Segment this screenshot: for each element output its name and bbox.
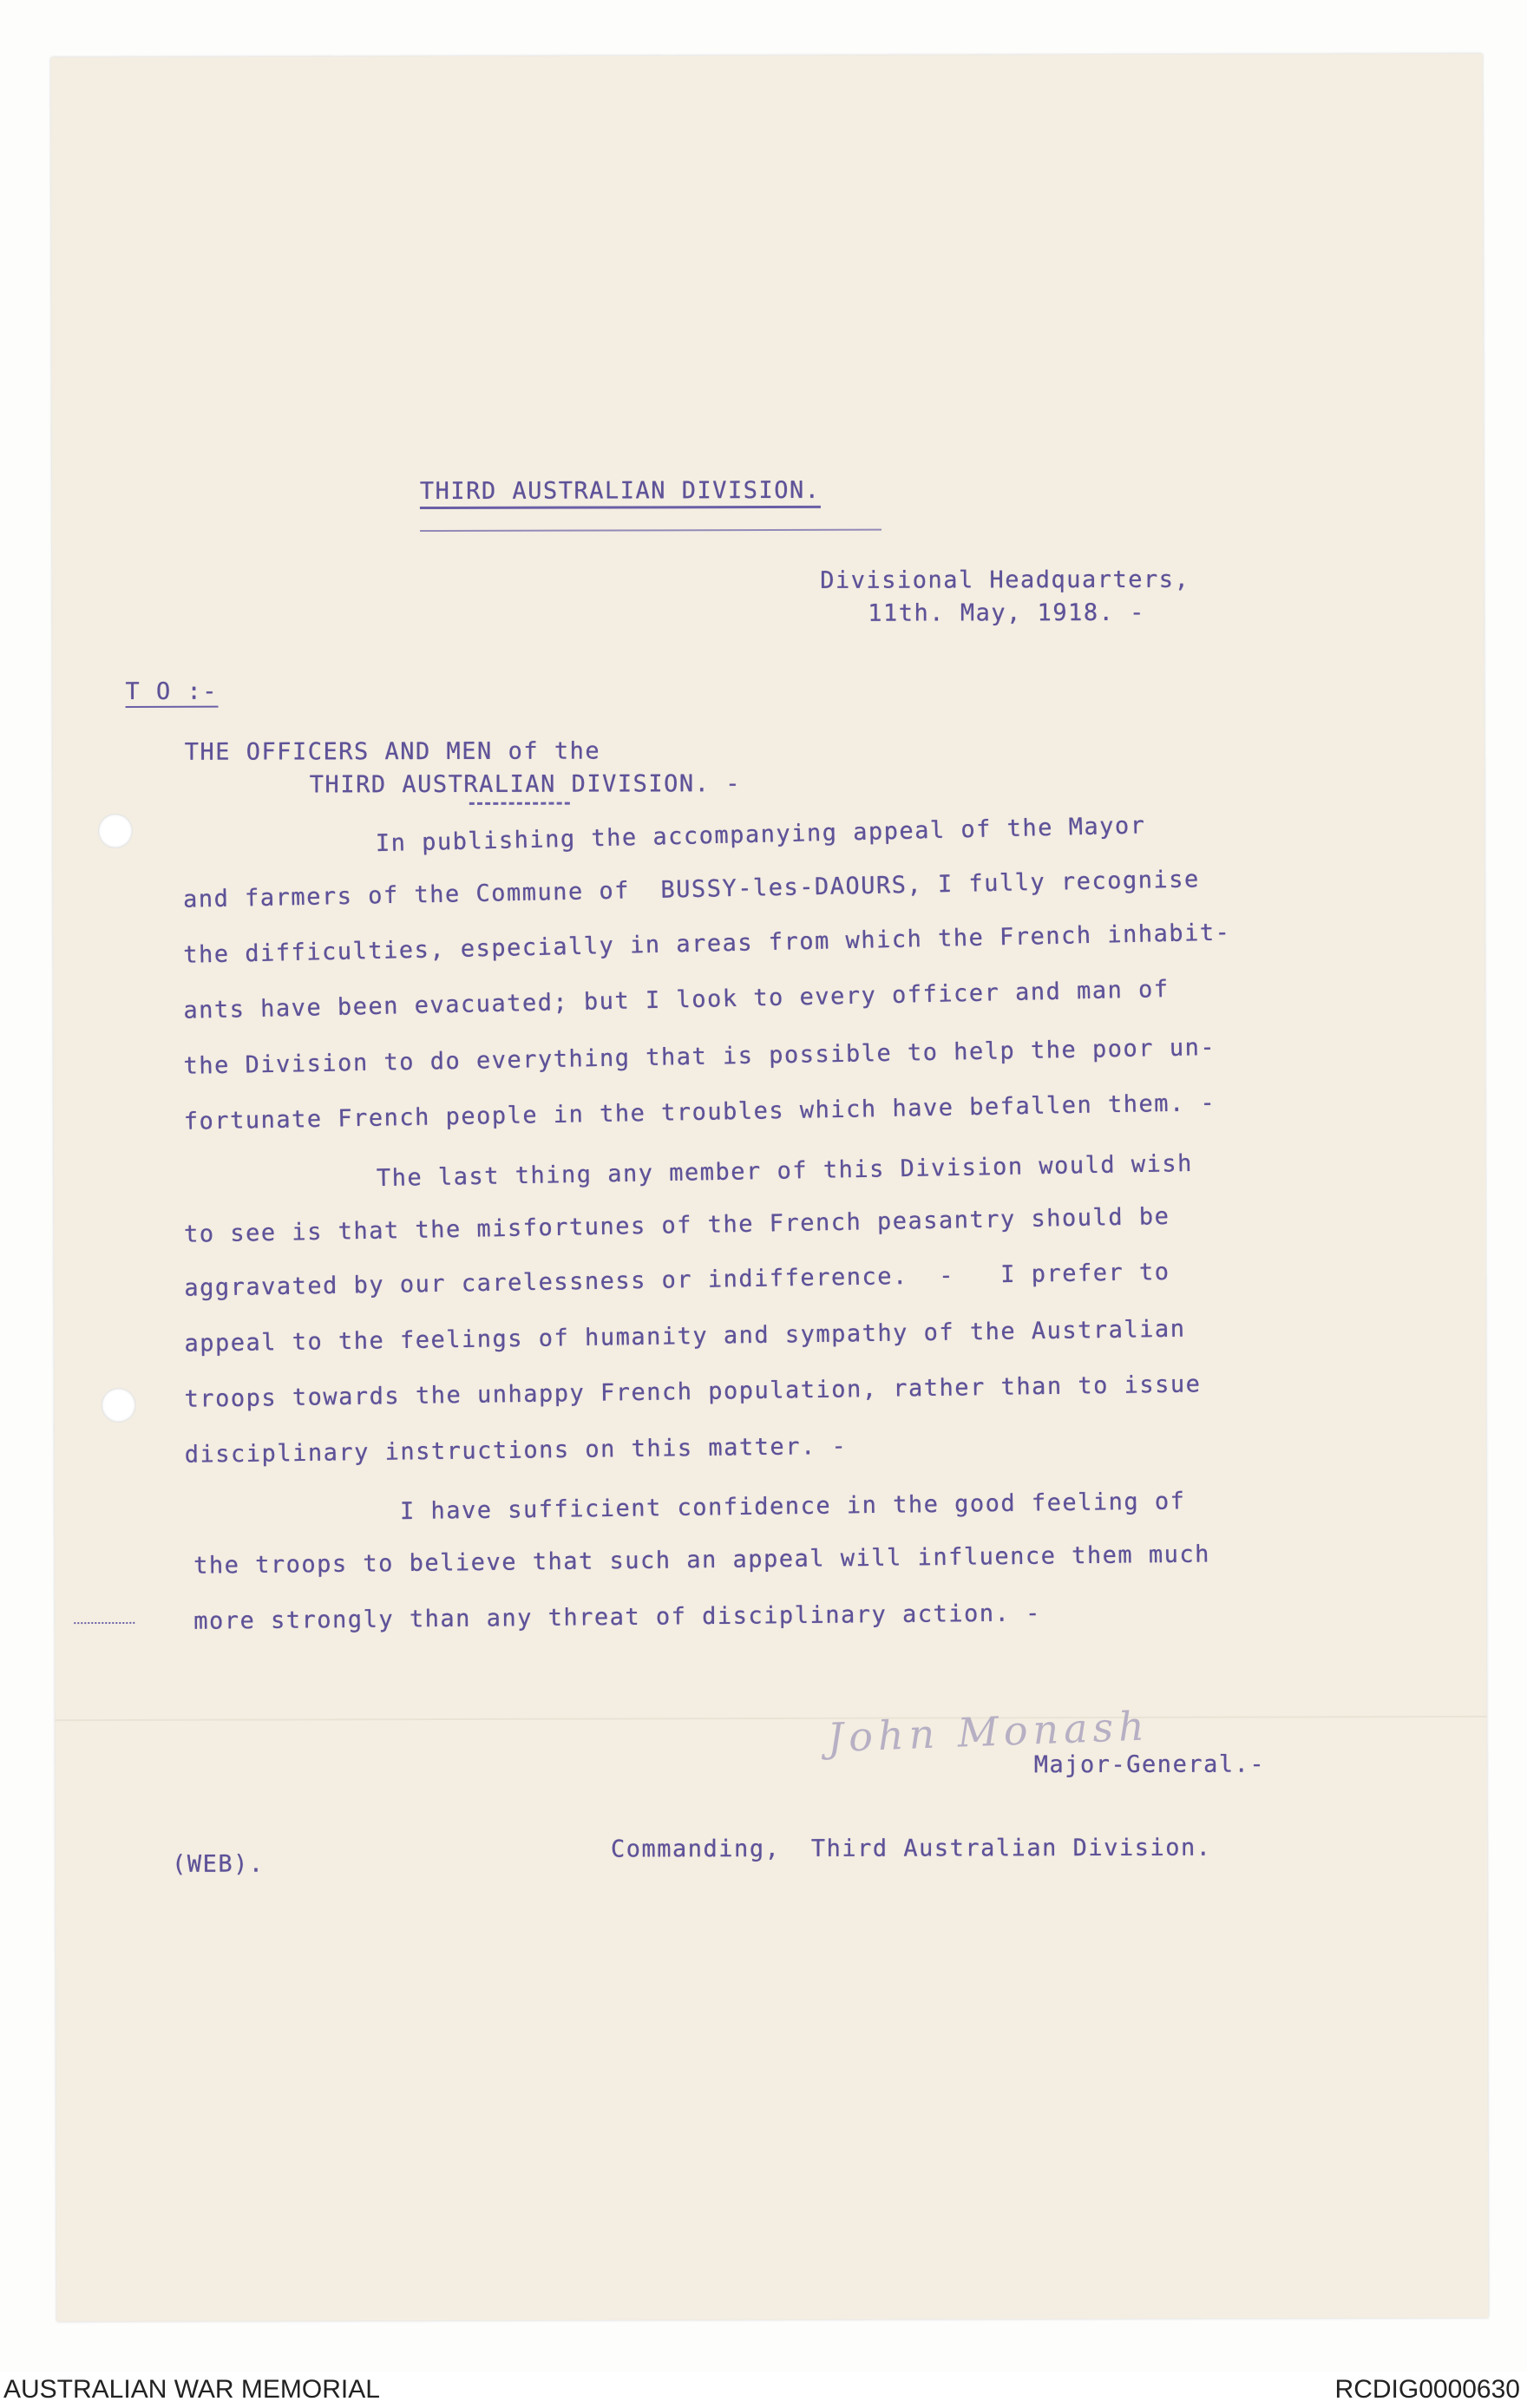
body-line: ants have been evacuated; but I look to every officer and man of — [183, 975, 1170, 1024]
addressee-line-1: THE OFFICERS AND MEN of the — [184, 737, 601, 766]
typist-initials: (WEB). — [171, 1850, 265, 1878]
body-line: more strongly than any threat of disciplinary action. - — [193, 1600, 1041, 1635]
paper-fold — [56, 1716, 1487, 1721]
document-date: 11th. May, 1918. - — [868, 599, 1145, 627]
body-line: In publishing the accompanying appeal of the Mayor — [375, 812, 1146, 858]
archive-name: AUSTRALIAN WAR MEMORIAL — [3, 2375, 380, 2404]
body-line: the Division to do everything that is possible to help the poor un- — [183, 1033, 1216, 1080]
archive-footer — [0, 2372, 1527, 2408]
margin-dash — [74, 1622, 134, 1624]
body-line: I have sufficient confidence in the good feeling of — [399, 1488, 1186, 1526]
punch-hole-top — [98, 814, 133, 848]
document-heading: THIRD AUSTRALIAN DIVISION. — [420, 479, 821, 509]
body-line: the troops to believe that such an appeal will influence them much — [193, 1541, 1211, 1580]
headquarters-location: Divisional Headquarters, — [820, 566, 1190, 594]
to-label: T O :- — [125, 680, 218, 708]
signature: John Monash — [826, 1702, 1150, 1762]
addressee-dash-rule — [469, 802, 570, 805]
body-line: to see is that the misfortunes of the French peasantry should be — [183, 1202, 1170, 1248]
addressee-line-2: THIRD AUSTRALIAN DIVISION. - — [309, 770, 741, 799]
signatory-command: Commanding, Third Australian Division. — [610, 1834, 1212, 1863]
archive-reference: RCDIG0000630 — [1334, 2375, 1520, 2404]
body-line: and farmers of the Commune of BUSSY-les-DAOURS, I fully recognise — [182, 866, 1201, 913]
heading-double-underline — [420, 529, 881, 532]
body-line: The last thing any member of this Division would wish — [376, 1149, 1194, 1193]
body-line: troops towards the unhappy French population, rather than to issue — [184, 1371, 1202, 1413]
body-line: fortunate French people in the troubles which have befallen them. - — [183, 1089, 1216, 1135]
punch-hole-bottom — [102, 1388, 136, 1423]
document-page — [51, 54, 1489, 2321]
body-line: the difficulties, especially in areas from which the French inhabit- — [182, 919, 1231, 969]
body-line: appeal to the feelings of humanity and sympathy of the Australian — [184, 1315, 1186, 1358]
signatory-rank: Major-General.- — [1033, 1750, 1266, 1779]
body-line: disciplinary instructions on this matter. - — [184, 1432, 848, 1469]
body-line: aggravated by our carelessness or indifference. - I prefer to — [184, 1258, 1170, 1302]
